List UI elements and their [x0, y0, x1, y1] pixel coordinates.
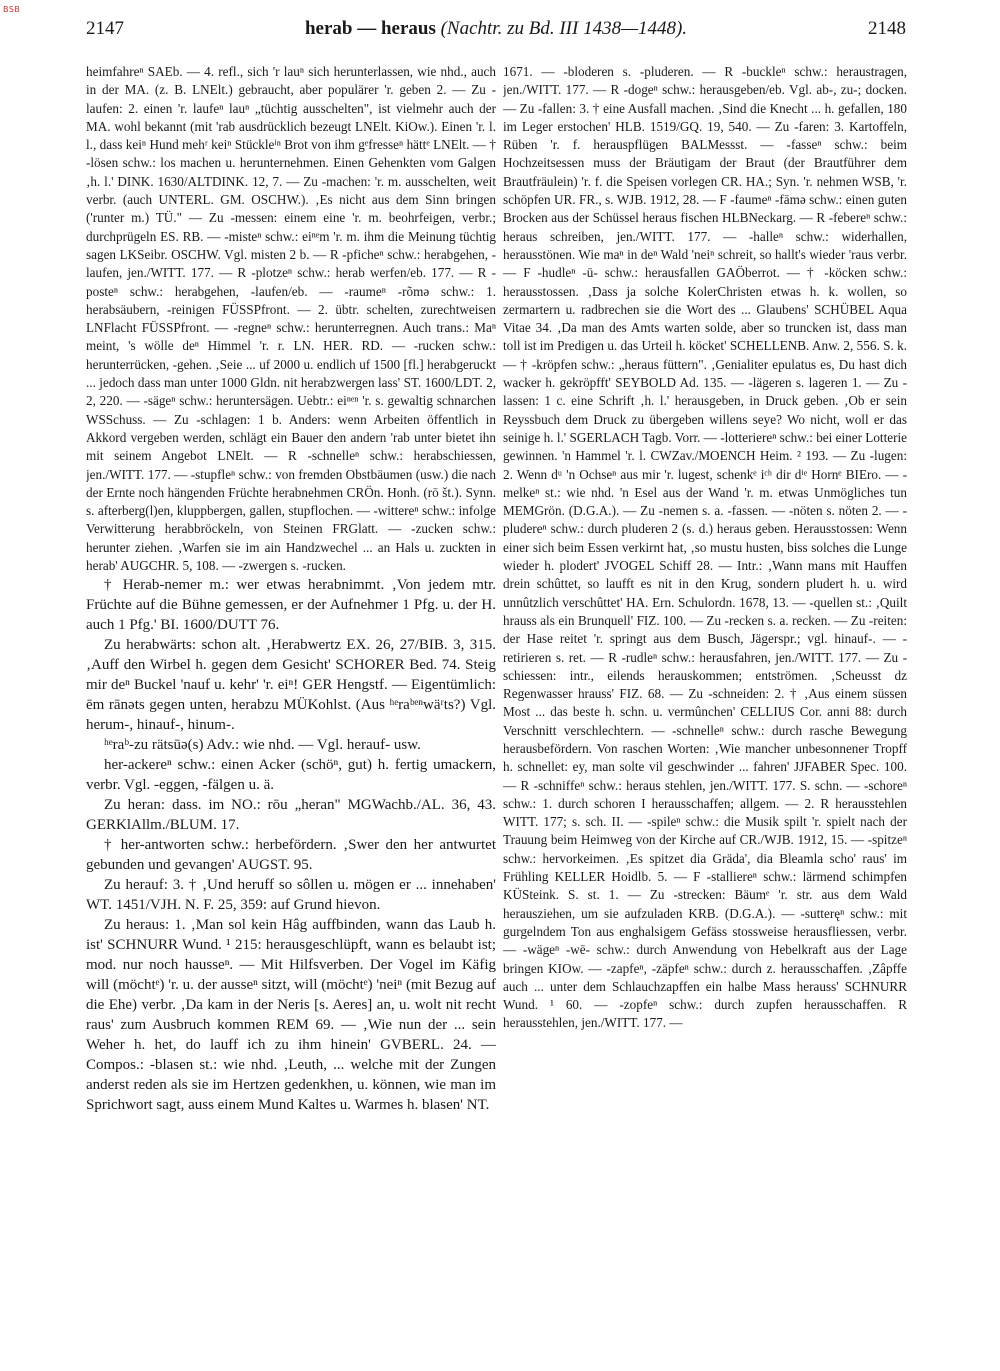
page-number-left: 2147 — [86, 18, 124, 39]
dictionary-entry: † Herab-nemer m.: wer etwas herabnimmt. ‚Von jedem mtr. Früchte auf die Bühne gemessen, er der Aufnehmer 1 Pfg. u. der H. auch 1 Pfg.' BI. 1600/DUTT 76. — [86, 577, 496, 634]
continuation-paragraph: heimfahreⁿ SAEb. — 4. refl., sich 'r lauⁿ sich herunterlassen, wie nhd., auch in der MA. (z. B. LNElt.) gebraucht, aber populärer 'r. geben 2. — Zu -laufen: 2. einen 'r. laufeⁿ lauⁿ „tüchtig ausschelten", ist vielmehr auch der MA. wohl bekannt (mit 'rab ausdrücklich bezeugt LNElt. KiOw.). Einen 'r. l. l., dass keiⁿ Hund mehʳ keiⁿ Stückleⁱⁿ Brot von ihm gᵉfresseⁿ hättᵉ LNElt. — † -lösen schw.: los machen u. herunternehmen. Einen Gehenkten vom Galgen ‚h. l.' DINK. 1630/ALTDINK. 12, 7. — Zu -machen: 'r. m. ausschelten, weit verbr. (auch UNTERL. GM. OSCHW.). ‚Es nicht aus dem Sinn bringen ('runter m.) TÜ." — Zu -messen: einem eine 'r. m. beohrfeigen, verbr.; durchprügeln ES. RB. — -misteⁿ schw.: eiⁿᵉm 'r. m. ihm die Meinung tüchtig sagen LKSeibr. OSCHW. Vgl. misten 2 b. — R -pficheⁿ schw.: herabgehen, -laufen, jen./WITT. 177. — R -plotzeⁿ schw.: herab werfen/eb. 177. — R -posteⁿ schw.: herabgehen, -laufen/eb. — -raumeⁿ -rõmə schw.: 1. herabsäubern, -reinigen FÜSSPfront. — 2. übtr. schelten, zurechtweisen LNFlacht FÜSSPfront. — -regneⁿ schw.: herunterregnen. Auch trans.: Maⁿ meint, 's wölle deⁿ Himmel 'r. r. LN. HER. RD. — -rucken schw.: herunterrücken, -gehen. ‚Seie ... uf 2000 u. endlich uf 1500 [fl.] herabgeruckt ... jedoch dass man unter 1000 Gldn. nit herabzwergen lass' ST. 1600/LDT. 2, 2, 220. — -sägeⁿ schw.: heruntersägen. Uebtr.: eiⁿᵉⁿ 'r. s. gewaltig schnarchen WSSchuss. — Zu -schlagen: 1 b. Anders: wenn Arbeiten öffentlich in Akkord vergeben werden, schlägt ein Bauer den andern 'rab unter bietet ihn mit seinem Angebot LNElt. — R -schnelleⁿ schw.: herabschiessen, jen./WITT. 177. — -stupfleⁿ schw.: von fremden Obstbäumen (usw.) die nach der Ernte noch hängenden Früchte herabnehmen CRÖn. Honh. (rō št.). Synn. s. afterberg(l)en, kluppbergen, gallen, stupflochen. — -wittereⁿ schw.: infolge Verwitterung herabbröckeln, von Steinen FRGlatt. — -zucken schw.: herunter ziehen. ‚Warfen sie im ain Handzwechel ... an Hals u. zuckten in herab' AUGCHR. 5, 108. — -zwergen s. -rucken. — [86, 64, 496, 574]
page-number-right: 2148 — [868, 18, 906, 39]
dictionary-entry: Zu herabwärts: schon alt. ‚Herabwertz EX. 26, 27/BIB. 3, 315. ‚Auff den Wirbel h. gegen dem Gesicht' SCHORER Bed. 74. Steig mir deⁿ Buckel 'nauf u. kehr' 'r. eiⁿ! GER Hengstf. — Eigentümlich: ēm rānəts gegen unten, herabzu MÜKohlst. (Aus ʰᵉraᵇᵉⁿwäʳts?) Vgl. herum-, hinauf-, hinum-. — [86, 637, 496, 734]
running-title-main: herab — heraus — [304, 18, 436, 39]
dictionary-entry: Zu herauf: 3. † ‚Und heruff so sôllen u. mögen er ... innehaben' WT. 1451/VJH. N. F. 25, 359: auf Grund hievon. — [86, 877, 496, 914]
library-mark: BSB — [3, 5, 21, 14]
dictionary-entry: † her-antworten schw.: herbefördern. ‚Swer den her antwurtet gebunden und gevangen' AUGST. 95. — [86, 837, 496, 874]
running-title — [86, 18, 906, 40]
right-column-text: 1671. — -bloderen s. -pluderen. — R -buckleⁿ schw.: heraustragen, jen./WITT. 177. — R -dogeⁿ schw.: herausgeben/eb. Vgl. ab-, zu-; docken. — Zu -fallen: 3. † eine Ausfall machen. ‚Sind die Knecht ... h. gefallen, 180 im Leger erstochen' HLB. 1519/GQ. 19, 540. — Zu -faren: 3. Kartoffeln, Rüben 'r. f. herauspflügen BALMessst. — -fasseⁿ schw.: beim Hochzeitsessen muss der Bräutigam der Braut (der Brautführer dem Brautfräulein) 'r. f. die Speisen vorlegen CR. HA.; Syn. 'r. nehmen WSB, 'r. schöpfen UR. FR., s. WJB. 1912, 28. — F -faumeⁿ -fāmə schw.: einen guten Brocken aus der Schüssel heraus fischen HLBNeckarg. — R -febereⁿ schw.: heraus schreiben, jen./WITT. 177. — -halleⁿ schw.: widerhallen, herausstönen. Wie maⁿ in deⁿ Wald 'neiⁿ schreit, so hallt's wieder 'raus verbr. — F -hudleⁿ -ū- schw.: herausfallen GAÖberrot. — † -köcken schw.: herausstossen. ‚Dass ja solche KolerChristen etwas h. k. wollen, so zermartern u. radbrechen sie die Wort des ... Glaubens' SCHÜBEL Aqua Vitae 34. ‚Da man des Amts warten solde, aber so truncken ist, dass man toll ist im Predigen u. das Urteil h. köcket' SCHELLENB. Anw. 2, 556. S. k. — † -kröpfen schw.: „heraus füttern". ‚Genialiter epulatus es, Du hast dich wacker h. gekröpfft' SEYBOLD Ad. 135. — -lägeren s. lageren 1. — Zu -lassen: 1 c. eine Schrift ‚h. l.' herausgeben, in Druck geben. ‚Ob er sein Reyssbuch dem Druck zu übergeben willens seye? Wo nicht, woll er das seinige h. l.' SGERLACH Tagb. Vorr. — -lotteriereⁿ schw.: bei einer Lotterie gewinnen. 'n Hammel 'r. l. CWZav./MOENCH Heim. ² 193. — Zu -lugen: 2. Wenn dᵘ 'n Ochseⁿ aus mir 'r. lugest, schenkᵉ iᶜʰ dir dⁱᵉ Hornᵉ BIEro. — -melkeⁿ st.: wie nhd. 'n Esel aus der Wand 'r. m. etwas Unmögliches tun MEMGrön. (D.G.A.). — Zu -nemen s. a. -fassen. — -nöten s. nöten 2. — -pludereⁿ schw.: durch pluderen 2 (s. d.) heraus geben. Herausstossen: Wenn einer sich beim Essen verkirnt hat, ‚so mustu husten, biss solches die Lunge wieder h. plodert' JVOGEL Schiff 28. — Intr.: ‚Wann mans mit Hauffen drein schûttet, so laufft es nit in den Krug, sondern pludert h. u. wird unnûtzlich verschûttet' HA. Ern. Schulordn. 1678, 13. — -quellen st.: ‚Quilt hrauss als ein Brunquell' FIZ. 100. — Zu -recken s. a. recken. — Zu -reiten: der Hase reitet 'r. springt aus dem Busch, Jägerspr.; vgl. hinauf-. — -retirieren s. ret. — R -rudleⁿ schw.: herausfahren, jen./WITT. 177. — Zu -schiessen: intr., eilends herauskommen; entströmen. ‚Scheusst dz Regenwasser hrauss' FIZ. 68. — Zu -schneiden: 2. † ‚Aus einem süssen Most ... das beste h. schn. u. vermûnchen' CELLIUS Cor. anni 88: durch Verschnitt verschlechtern. — -schnelleⁿ schw.: durch rasche Bewegung herausbefördern. Von raschen Worten: ‚Wie mancher unbesonnener Tropff h. schnellet: ey, man solte vil geschwinder ... fahren' JJFABER Spec. 100. — R -schniffeⁿ schw.: heraus stehlen, jen./WITT. 177. S. schn. — -schoreⁿ schw.: 1. durch schoren I herausschaffen; allgem. — 2. R herausstehlen WITT. 177; s. sch. II. — -spileⁿ schw.: die Musik spilt 'r. spielt nach der Trauung beim Heimweg von der Kirche auf CR./WJB. 1912, 15. — -spitzeⁿ schw.: hervorkeimen. ‚Es spitzet dia Gräda', dia Bleamla scho' raus' im Frühling KELLER Hoidlb. 5. — F -stalliereⁿ schw.: lärmend schimpfen KÜSteink. S. st. 1. — Zu -strecken: Bäumᵉ 'r. str. aus dem Wald herausziehen, um sie aufzuladen KRB. (D.G.A.). — -sutteręⁿ schw.: mit gurgelndem Ton aus enghalsigem Gefäss stossweise herausfliessen, verbr. — -wägeⁿ -wē- schw.: durch Anwendung von Hebelkraft aus der Lage bringen KIOw. — -zapfeⁿ, -zäpfeⁿ schw.: durch z. herausschaffen. ‚Zâpffe auch ... unter dem Schlauchzapffen ein halbe Mass herauss' SCHNURR Wund. ¹ 60. — -zopfeⁿ schw.: durch zupfen herausschaffen. R herausstehlen, jen./WITT. 177. — — [503, 64, 907, 1031]
right-column — [503, 63, 907, 1363]
dictionary-entry: Zu heraus: 1. ‚Man sol kein Hâg auffbinden, wann das Laub h. ist' SCHNURR Wund. ¹ 215: herausgeschlüpft, wann es belaubt ist; mod. nur noch hausseⁿ. — Mit Hilfsverben. Der Vogel im Käfig will (möchtᵉ) 'r. u. der ausseⁿ sitzt, will (möchtᵉ) 'neiⁿ (mit Bezug auf die Ehe) verbr. ‚Da kam in der Neris [s. Aeres] an, u. wolt nit recht raus' zum Ausbruch kommen REM 69. — ‚Wie nun der ... sein Weher h. het, do lauff ich zu ihm hinein' GVBERL. 24. — Compos.: -blasen st.: wie nhd. ‚Leuth, ... welche mit der Zungen anderst reden als sie im Hertzen gedenkhen, u. können, wie man im Sprichwort sagt, auss einem Mund Kaltes u. Warmes h. blasen' NT. — [86, 917, 496, 1114]
dictionary-entry: ʰᵉraᵇ-zu rätsūə(s) Adv.: wie nhd. — Vgl. herauf- usw. — [104, 737, 421, 754]
left-column — [86, 63, 496, 1363]
running-title-sub: (Nachtr. zu Bd. III 1438—1448). — [440, 18, 688, 39]
dictionary-entry: Zu heran: dass. im NO.: rōu „heran" MGWachb./AL. 36, 43. GERKlAllm./BLUM. 17. — [86, 797, 496, 834]
dictionary-entry: her-ackereⁿ schw.: einen Acker (schöⁿ, gut) h. fertig umackern, verbr. Vgl. -eggen, -fälgen u. ä. — [86, 757, 496, 794]
page-header — [86, 18, 906, 42]
